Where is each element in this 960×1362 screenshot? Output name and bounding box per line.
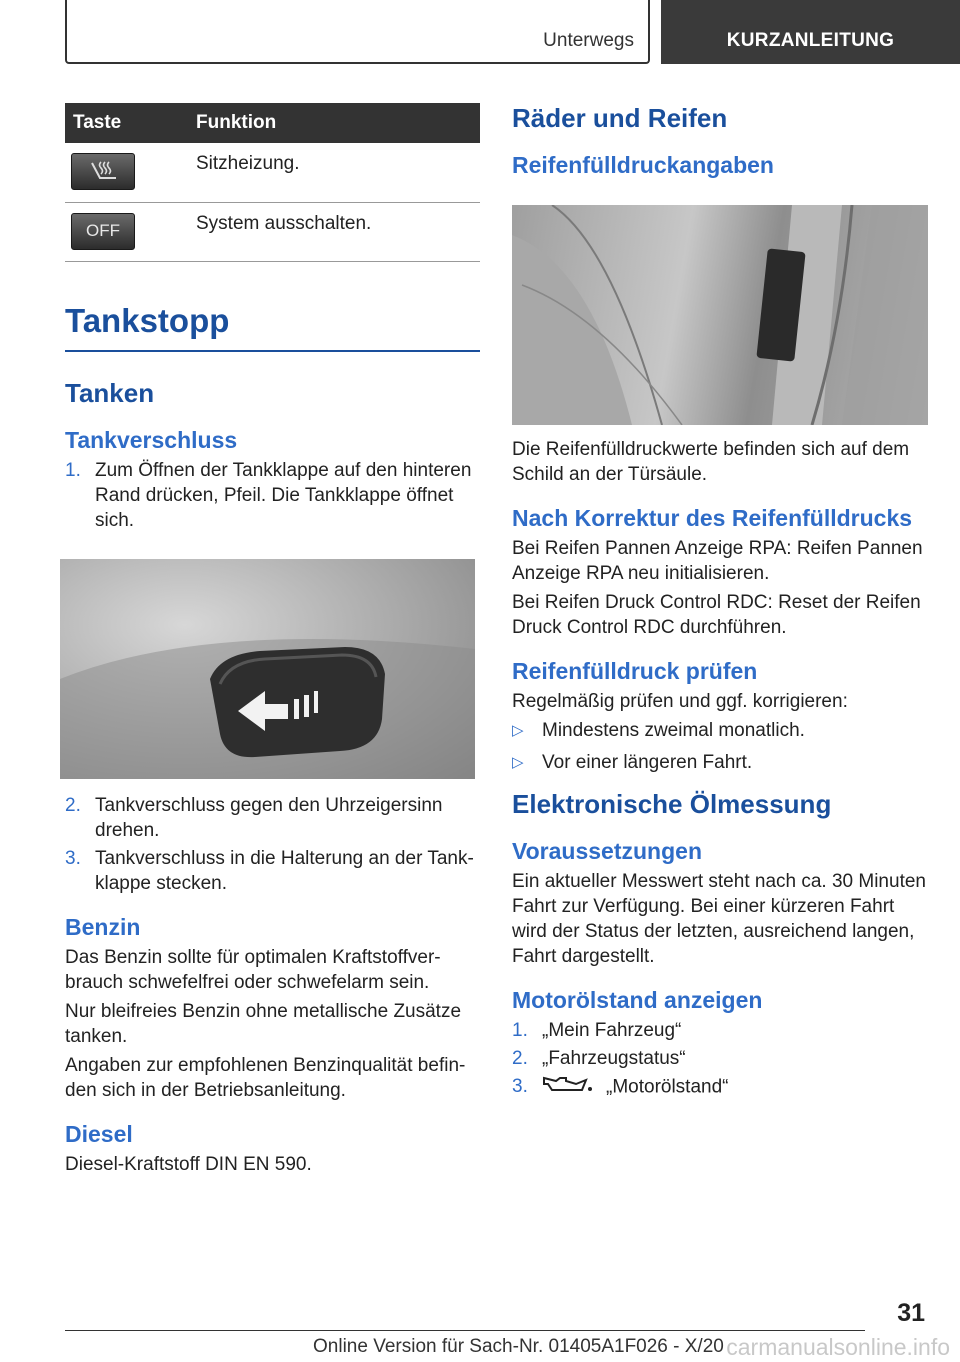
benzin-text-3: Angaben zur empfohlenen Benzinqualität befinden sich in der Betriebsanleitung. xyxy=(65,1054,466,1101)
header-chapter-tab: KURZANLEITUNG xyxy=(661,0,960,64)
korrektur-text-2: Bei Reifen Druck Control RDC: Reset der Reifen Druck Control RDC durchführen. xyxy=(512,592,921,638)
heading-elektronische-oelmessung: Elektronische Ölmessung xyxy=(512,789,832,819)
fuel-flap-image xyxy=(60,559,475,779)
heading-tankverschluss: Tankverschluss xyxy=(65,426,238,453)
heading-diesel: Diesel xyxy=(65,1120,133,1147)
pruefen-text: Regelmäßig prüfen und ggf. korrigieren: xyxy=(512,691,848,712)
watermark: carmanualsonline.info xyxy=(726,1334,950,1360)
list-item: 1. Zum Öffnen der Tankklappe auf den hinteren Rand drücken, Pfeil. Die Tankklappe öffnet sich. xyxy=(65,459,472,531)
door-pillar-image xyxy=(512,205,928,425)
tankverschluss-steps-cont xyxy=(65,793,480,896)
list-item: 3. „Motorölstand“ xyxy=(512,1074,928,1101)
pruefen-bullets xyxy=(512,718,928,775)
heading-tanken: Tanken xyxy=(65,377,155,408)
benzin-text-1: Das Benzin sollte für optimalen Kraftstoffverbrauch schwefelfrei oder schwefelarm sein. xyxy=(65,946,441,993)
footer-divider xyxy=(65,1330,865,1331)
table-header-key: Taste xyxy=(65,103,196,143)
voraussetzungen-text: Ein aktueller Messwert steht nach ca. 30 Minuten Fahrt zur Verfügung. Bei einer kürzeren Fahrt wird der Status der letzten, ausreichend langen, Fahrt dargestellt. xyxy=(512,871,926,967)
table-row xyxy=(65,143,480,202)
key-function-table xyxy=(65,103,480,262)
table-cell-function: Sitzheizung. xyxy=(196,143,480,202)
page-number: 31 xyxy=(897,1299,925,1327)
table-row xyxy=(65,202,480,261)
heading-motoroelstand-anzeigen: Motorölstand anzeigen xyxy=(512,987,763,1013)
heading-voraussetzungen: Voraussetzungen xyxy=(512,838,702,864)
footer-text: Online Version für Sach-Nr. 01405A1F026 - X/20 xyxy=(313,1336,724,1357)
benzin-text-2: Nur bleifreies Benzin ohne metallische Zusätze tanken. xyxy=(65,1000,462,1047)
triangle-bullet-icon: ▷ xyxy=(512,722,524,739)
list-item: 2. „Fahrzeugstatus“ xyxy=(512,1048,686,1069)
table-header-function: Funktion xyxy=(196,103,480,143)
list-item: 2. Tankverschluss gegen den Uhrzeigersinn drehen. xyxy=(65,794,443,841)
fuelldruck-text: Die Reifenfülldruckwerte befinden sich auf dem Schild an der Türsäule. xyxy=(512,439,910,485)
heading-nach-korrektur: Nach Korrektur des Reifenfülldrucks xyxy=(512,505,913,531)
header-section-title: Unterwegs xyxy=(543,30,634,51)
korrektur-text-1: Bei Reifen Pannen Anzeige RPA: Reifen Pannen Anzeige RPA neu initialisieren. xyxy=(512,538,923,584)
off-key: OFF xyxy=(71,213,135,250)
heading-benzin: Benzin xyxy=(65,913,141,940)
triangle-bullet-icon: ▷ xyxy=(512,754,524,771)
left-column xyxy=(65,103,480,1177)
diesel-text: Diesel-Kraftstoff DIN EN 590. xyxy=(65,1153,312,1175)
heading-tankstopp: Tankstopp xyxy=(65,302,480,352)
heading-fuelldruck-pruefen: Reifenfülldruck prüfen xyxy=(512,658,758,684)
seat-heating-icon xyxy=(71,153,135,190)
heading-raeder-reifen: Räder und Reifen xyxy=(512,103,728,133)
right-column xyxy=(512,103,928,1104)
tankverschluss-steps xyxy=(65,458,480,533)
list-item: ▷ Vor einer längeren Fahrt. xyxy=(512,752,753,773)
list-item: ▷ Mindestens zweimal monatlich. xyxy=(512,720,805,741)
table-cell-function: System ausschalten. xyxy=(196,202,480,261)
list-item: 1. „Mein Fahrzeug“ xyxy=(512,1020,682,1041)
list-item: 3. Tankverschluss in die Halterung an der Tankklappe stecken. xyxy=(65,847,474,894)
oil-can-icon xyxy=(542,1074,594,1101)
heading-reifenfuelldruckangaben: Reifenfülldruckangaben xyxy=(512,152,774,178)
motoroelstand-steps xyxy=(512,1018,928,1101)
